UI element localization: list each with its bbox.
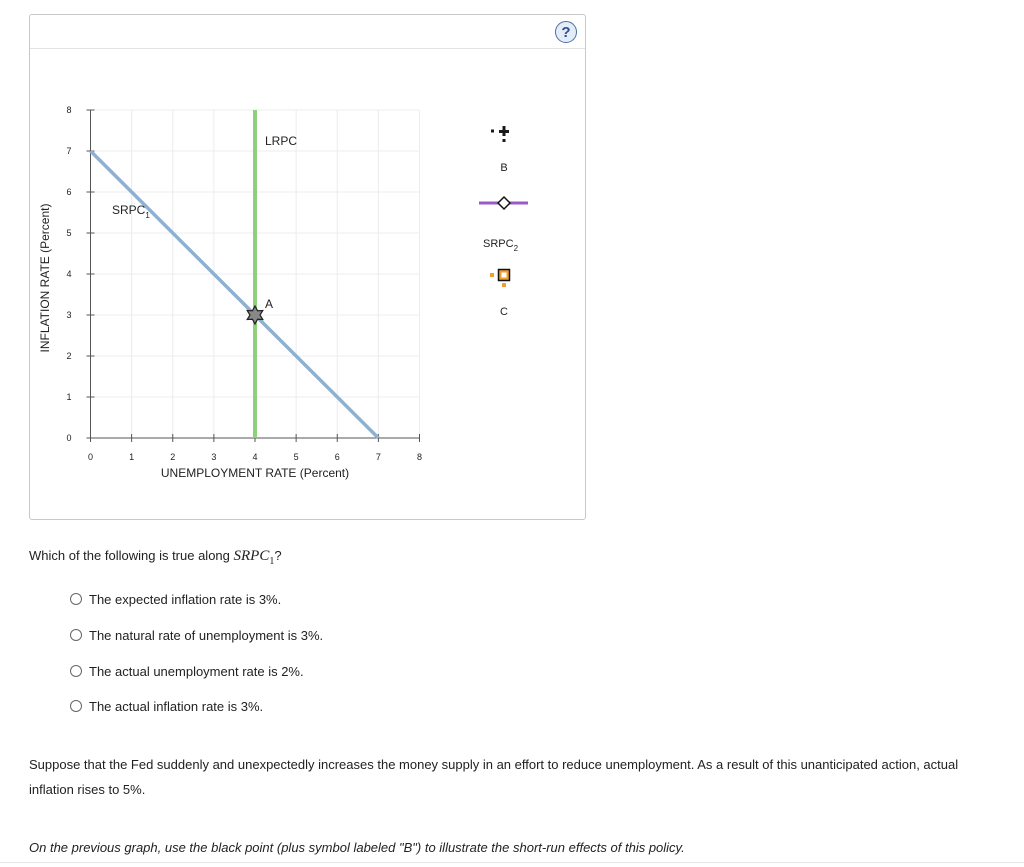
diamond-icon bbox=[498, 197, 510, 209]
x-tick-label: 2 bbox=[170, 452, 176, 462]
radio-button[interactable] bbox=[70, 700, 82, 712]
y-tick-label: 3 bbox=[66, 310, 72, 320]
scenario-paragraph: Suppose that the Fed suddenly and unexpectedly increases the money supply in an effort to reduce unemployment. As a result of this unanticipated action, actual inflation rises to 5%. bbox=[29, 757, 959, 797]
question-prefix: Which of the following is true along bbox=[29, 548, 234, 563]
question-text bbox=[29, 548, 282, 567]
x-tick-label: 8 bbox=[416, 452, 423, 462]
x-tick-label: 4 bbox=[252, 452, 258, 462]
y-tick-label: 4 bbox=[66, 269, 72, 279]
option-label: The expected inflation rate is 3%. bbox=[89, 591, 282, 607]
x-tick-label: 1 bbox=[129, 452, 135, 462]
help-button[interactable]: ? bbox=[555, 21, 577, 43]
question-math-sub: 1 bbox=[269, 556, 275, 567]
srpc1-label: $SRPC_1$ bbox=[112, 203, 150, 220]
question-suffix: ? bbox=[274, 548, 282, 563]
square-icon-dot bbox=[490, 273, 494, 277]
palette-srpc2-line-tool[interactable] bbox=[479, 197, 528, 209]
y-tick-label: 2 bbox=[66, 351, 72, 361]
y-tick-label: 5 bbox=[66, 228, 72, 238]
palette-b-label: B bbox=[500, 162, 508, 174]
y-tick-label: 0 bbox=[66, 433, 72, 443]
option-natural-rate[interactable] bbox=[70, 626, 323, 644]
y-tick-label: 7 bbox=[66, 146, 72, 156]
option-expected-inflation[interactable] bbox=[70, 590, 323, 608]
square-icon-dot bbox=[502, 283, 506, 287]
srpc2-subscript: 2 bbox=[513, 244, 519, 253]
x-tick-label: 0 bbox=[87, 452, 94, 462]
question-math bbox=[233, 548, 275, 567]
point-a-label: A bbox=[265, 297, 274, 311]
divider bbox=[0, 862, 1024, 863]
option-label: The natural rate of unemployment is 3%. bbox=[89, 627, 324, 643]
plus-icon-v bbox=[503, 126, 506, 136]
palette-c-square-tool[interactable] bbox=[490, 270, 510, 288]
question-math-text: SRPC bbox=[233, 548, 270, 564]
answer-options bbox=[70, 590, 323, 733]
option-actual-unemployment[interactable] bbox=[70, 662, 323, 680]
plus-icon-dot bbox=[503, 139, 506, 142]
y-tick-label: 1 bbox=[66, 392, 72, 402]
y-tick-label: 8 bbox=[66, 105, 72, 115]
x-tick-label: 5 bbox=[293, 452, 299, 462]
option-label: The actual unemployment rate is 2%. bbox=[89, 663, 304, 679]
palette-c-label: C bbox=[500, 306, 508, 318]
radio-button[interactable] bbox=[70, 665, 82, 677]
instruction-text: On the previous graph, use the black point (plus symbol labeled "B") to illustrate the short-run effects of this policy. bbox=[29, 840, 685, 855]
plus-icon-dot bbox=[491, 130, 494, 133]
x-tick-label: 3 bbox=[211, 452, 217, 462]
option-actual-inflation[interactable] bbox=[70, 697, 323, 715]
srpc1-subscript: 1 bbox=[145, 211, 150, 220]
y-tick-label: 6 bbox=[66, 187, 72, 197]
radio-button[interactable] bbox=[70, 593, 82, 605]
lrpc-label: LRPC bbox=[265, 134, 298, 148]
x-tick-label: 7 bbox=[375, 452, 381, 462]
line-srpc1 bbox=[91, 151, 379, 438]
palette-b-plus-tool[interactable] bbox=[491, 126, 509, 142]
x-axis-label: UNEMPLOYMENT RATE (Percent) bbox=[160, 466, 350, 480]
palette-srpc2-label: $SRPC_2$ bbox=[483, 238, 519, 253]
square-icon-inner bbox=[502, 273, 507, 278]
option-label: The actual inflation rate is 3%. bbox=[89, 698, 264, 714]
radio-button[interactable] bbox=[70, 629, 82, 641]
x-tick-label: 6 bbox=[334, 452, 340, 462]
y-axis-label: INFLATION RATE (Percent) bbox=[38, 203, 52, 353]
